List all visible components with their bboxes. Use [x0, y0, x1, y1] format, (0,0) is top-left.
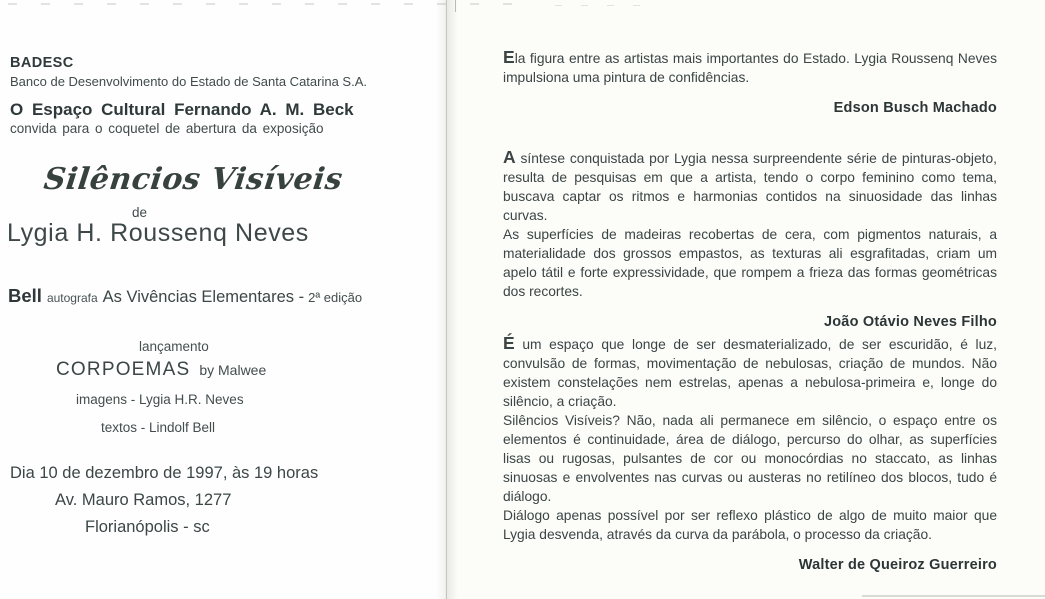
bank-name: BADESC: [10, 55, 74, 71]
book-signing-line: [8, 285, 362, 307]
scan-tick: [455, 0, 456, 12]
exhibition-connector: de: [132, 205, 148, 220]
signing-author: Bell: [8, 285, 42, 306]
quote-paragraph: [503, 334, 997, 411]
signing-verb: autografa: [46, 291, 98, 305]
event-city: Florianópolis - sc: [85, 518, 210, 536]
quote-text: síntese conquistada por Lygia nessa surpreendente série de pinturas-objeto, resulta de pesquisas em que a artista, tendo o corpo feminino como tema, buscava captar os ritmos e harmonias contidos na sinuosidade das linhas curvas.: [503, 151, 997, 223]
page-fold-line: [446, 0, 447, 599]
launch-label: lançamento: [139, 339, 209, 354]
scan-speckle-top: [8, 3, 528, 5]
host-title: O Espaço Cultural Fernando A. M. Beck: [10, 100, 354, 119]
exhibition-title: Silêncios Visíveis: [41, 162, 345, 197]
invitation-right-panel: [445, 0, 1045, 599]
quote-paragraph: Diálogo apenas possível por ser reflexo plástico de algo de muito maior que Lygia desvenda, através da curva da parábola, o processo da criação.: [503, 508, 997, 542]
bank-subtitle: Banco de Desenvolvimento do Estado de Santa Catarina S.A.: [10, 74, 367, 89]
quote-author: João Otávio Neves Filho: [823, 314, 997, 330]
invite-line: convida para o coquetel de abertura da exposição: [10, 121, 324, 136]
quote-author: Edson Busch Machado: [833, 100, 997, 116]
launch-line: [56, 359, 266, 381]
signing-edition: 2ª edição: [308, 290, 363, 305]
launch-product-name: CORPOEMAS: [56, 359, 191, 380]
scan-edge-bottom: [862, 595, 1045, 597]
launch-by: by Malwee: [199, 362, 267, 378]
page-fold-shadow: [436, 0, 458, 599]
quote-paragraph: [503, 148, 997, 225]
quote-lead-letter: A: [503, 147, 516, 167]
signing-book-title: As Vivências Elementares -: [102, 288, 305, 306]
quote-block-2: [503, 148, 997, 330]
launch-images-credit: imagens - Lygia H.R. Neves: [76, 392, 244, 407]
event-address: Av. Mauro Ramos, 1277: [55, 491, 232, 509]
quote-paragraph: Silêncios Visíveis? Não, nada ali permanece em silêncio, o espaço entre os elementos é continuidade, área de diálogo, percurso do olhar, as superfícies lisas ou rugosas, pulsantes de cor ou monocórdias no staccato, as linhas sinuosas e envolventes nas curvas ou austeras no retilíneo dos blocos, tudo é diálogo.: [503, 413, 997, 504]
quote-lead-letter: E: [503, 47, 515, 67]
quote-paragraph: [503, 48, 997, 87]
quote-text: la figura entre as artistas mais importantes do Estado. Lygia Roussenq Neves impulsiona uma pintura de confidências.: [503, 51, 997, 85]
quote-block-3: [503, 334, 997, 573]
quote-paragraph: As superfícies de madeiras recobertas de cera, com pigmentos naturais, a materialidade dos grossos empastos, as texturas ali esgrafitadas, criam um apelo tátil e forte expressividade, que rompem a frieza das formas geométricas dos recortes.: [503, 227, 997, 299]
event-date: Dia 10 de dezembro de 1997, às 19 horas: [10, 464, 319, 482]
launch-texts-credit: textos - Lindolf Bell: [101, 420, 216, 435]
quote-author: Walter de Queiroz Guerreiro: [798, 557, 997, 573]
quote-text: um espaço que longe de ser desmaterializado, de ser escuridão, é luz, convulsão de formas, movimentação de nebulosas, criação de mundos. Não existem constelações nem estrelas, apenas a nebulosa-primeira e, longe do silêncio, a criação.: [503, 337, 997, 409]
artist-name: Lygia H. Roussenq Neves: [7, 219, 309, 247]
quote-block-1: [503, 48, 997, 116]
quote-lead-letter: É: [503, 333, 515, 353]
invitation-left-panel: [0, 0, 445, 599]
scan-speckle-top-right: [555, 5, 645, 6]
